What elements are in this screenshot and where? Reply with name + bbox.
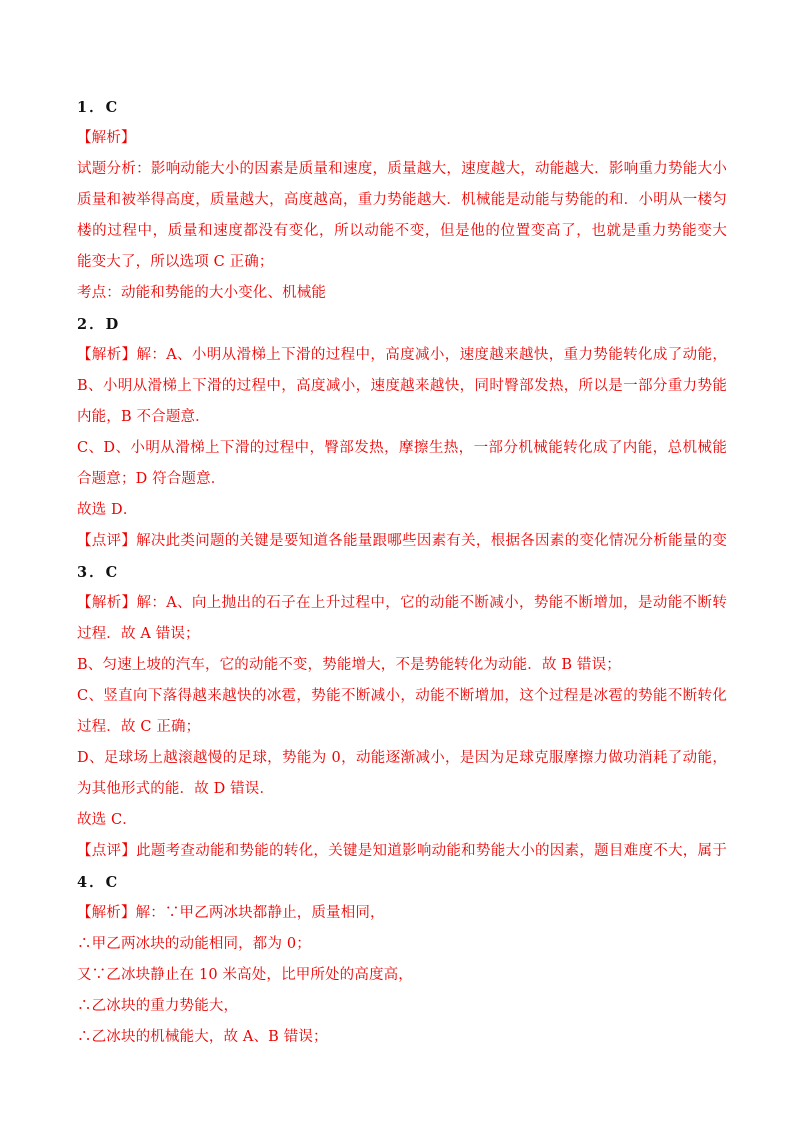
- comment-text: 【点评】此题考查动能和势能的转化，关键是知道影响动能和势能大小的因素，题目难度不大，属于: [77, 843, 727, 859]
- answer-document: [77, 92, 727, 1053]
- analysis-text: 试题分析：影响动能大小的因素是质量和速度，质量越大，速度越大，动能越大．影响重力势能大小: [77, 161, 727, 177]
- analysis-text: 过程．故 A 错误；: [77, 626, 200, 642]
- analysis-text: 合题意；D 符合题意．: [77, 471, 226, 487]
- analysis-text: 内能，B 不合题意．: [77, 409, 210, 425]
- analysis-text: 楼的过程中，质量和速度都没有变化，所以动能不变，但是他的位置变高了，也就是重力势能变大: [77, 223, 727, 239]
- analysis-text: 为其他形式的能．故 D 错误．: [77, 781, 275, 797]
- answer-number: 3．C: [77, 564, 120, 581]
- conclusion-text: 故选 D．: [77, 502, 138, 518]
- answer-number: 2．D: [77, 316, 121, 333]
- conclusion-text: 故选 C．: [77, 812, 137, 828]
- analysis-text: D、足球场上越滚越慢的足球，势能为 0，动能逐渐减小，是因为足球克服摩擦力做功消耗了动能，: [77, 750, 727, 766]
- analysis-text: ∴甲乙两冰块的动能相同，都为 0；: [77, 936, 311, 952]
- analysis-text: 过程．故 C 正确；: [77, 719, 201, 735]
- analysis-heading: 【解析】: [77, 130, 136, 146]
- analysis-text: ∴乙冰块的重力势能大，: [77, 998, 239, 1014]
- analysis-text: 【解析】解：∵甲乙两冰块都静止，质量相同，: [77, 905, 385, 921]
- analysis-text: 能变大了，所以选项 C 正确；: [77, 254, 274, 270]
- knowledge-point: 考点：动能和势能的大小变化、机械能: [77, 285, 327, 301]
- analysis-text: B、匀速上坡的汽车，它的动能不变，势能增大，不是势能转化为动能．故 B 错误；: [77, 657, 621, 673]
- answer-number: 1．C: [77, 99, 120, 116]
- analysis-text: C、D、小明从滑梯上下滑的过程中，臀部发热，摩擦生热，一部分机械能转化成了内能，总机械能: [77, 440, 727, 456]
- analysis-text: 又∵乙冰块静止在 10 米高处，比甲所处的高度高，: [77, 967, 413, 983]
- analysis-text: 【解析】解：A、向上抛出的石子在上升过程中，它的动能不断减小，势能不断增加，是动能不断转: [77, 595, 727, 611]
- analysis-text: C、竖直向下落得越来越快的冰雹，势能不断减小，动能不断增加，这个过程是冰雹的势能不断转化: [77, 688, 727, 704]
- analysis-text: B、小明从滑梯上下滑的过程中，高度减小，速度越来越快，同时臀部发热，所以是一部分重力势能: [77, 378, 727, 394]
- analysis-text: ∴乙冰块的机械能大，故 A、B 错误；: [77, 1029, 328, 1045]
- analysis-text: 【解析】解：A、小明从滑梯上下滑的过程中，高度减小，速度越来越快，重力势能转化成了动能，: [77, 347, 727, 363]
- analysis-text: 质量和被举得高度，质量越大，高度越高，重力势能越大．机械能是动能与势能的和．小明从一楼匀: [77, 192, 727, 208]
- comment-text: 【点评】解决此类问题的关键是要知道各能量跟哪些因素有关，根据各因素的变化情况分析能量的变: [77, 533, 727, 549]
- answer-number: 4．C: [77, 874, 120, 891]
